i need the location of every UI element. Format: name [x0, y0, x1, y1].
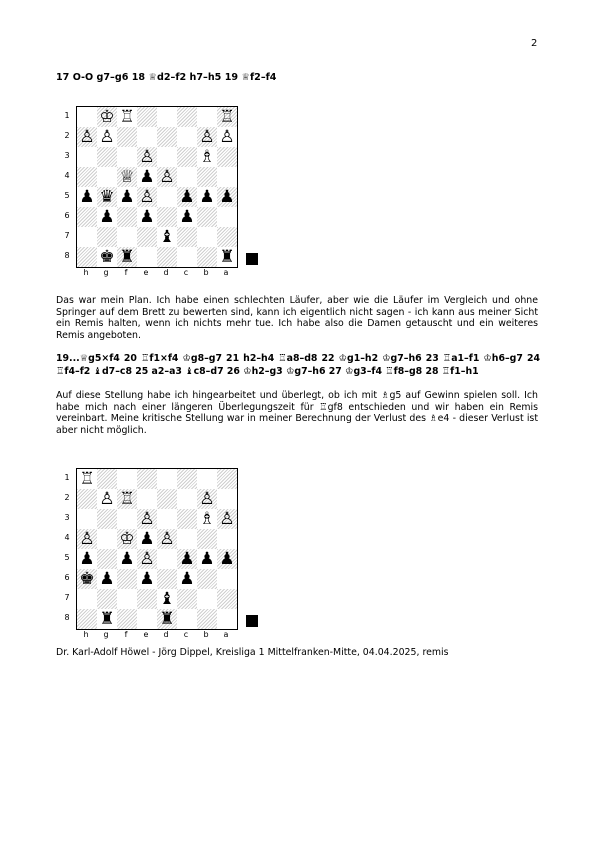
rank-label: 6 [64, 573, 70, 582]
board-square [137, 469, 157, 489]
move-sequence: 19...♕g5×f4 20 ♖f1×f4 ♔g8–g7 21 h2–h4 ♖a8–d8 22 ♔g1–h2 ♔g7–h6 23 ♖a1–f1 ♔h6–g7 24 ♖f4–f2 ♝d7–c8 25 a2–a3 ♝c8–d7 26 ♔h2–g3 ♔g7–h6 27 ♔g3–f4 ♖f8–g8 28 ♖f1–h1 [56, 353, 540, 377]
rank-label: 7 [64, 231, 70, 240]
board-square [177, 589, 197, 609]
chess-board [76, 106, 238, 268]
board-square [97, 227, 117, 247]
board-square [97, 529, 117, 549]
board-square [217, 489, 237, 509]
file-label: b [203, 630, 209, 639]
chess-piece-square: ♖ [117, 489, 137, 509]
rank-label: 3 [64, 513, 70, 522]
board-square [77, 147, 97, 167]
rank-label: 3 [64, 151, 70, 160]
board-square [77, 107, 97, 127]
board-square [197, 589, 217, 609]
board-square [217, 227, 237, 247]
board-square [197, 569, 217, 589]
board-square [117, 589, 137, 609]
board-square [197, 167, 217, 187]
chess-piece-square: ♙ [219, 127, 235, 147]
chess-piece-square: ♟ [177, 549, 197, 569]
board-square [217, 147, 237, 167]
chess-piece-square: ♜ [157, 609, 177, 629]
chess-piece-square: ♟ [79, 187, 95, 207]
board-square [137, 127, 157, 147]
board-square [217, 589, 237, 609]
board-square [77, 589, 97, 609]
chess-piece-square: ♟ [79, 549, 95, 569]
board-square [97, 509, 117, 529]
file-label: c [183, 630, 189, 639]
chess-piece-square: ♙ [77, 529, 97, 549]
board-square [177, 247, 197, 267]
chess-piece-square: ♔ [97, 107, 117, 127]
board-square [97, 167, 117, 187]
board-square [137, 489, 157, 509]
board-square [217, 609, 237, 629]
file-label: e [143, 268, 149, 277]
board-square [197, 107, 217, 127]
file-label: g [103, 268, 109, 277]
chess-piece-square: ♖ [79, 469, 95, 489]
rank-label: 5 [64, 191, 70, 200]
board-square [137, 227, 157, 247]
game-caption: Dr. Karl-Adolf Höwel - Jörg Dippel, Kreisliga 1 Mittelfranken-Mitte, 04.04.2025, remis [56, 647, 449, 658]
chess-piece-square: ♟ [199, 549, 215, 569]
board-square [157, 489, 177, 509]
board-square [157, 147, 177, 167]
chess-piece-square: ♟ [179, 207, 195, 227]
rank-label: 4 [64, 171, 70, 180]
board-square [177, 147, 197, 167]
board-square [197, 207, 217, 227]
board-square [97, 549, 117, 569]
chess-piece-square: ♙ [137, 147, 157, 167]
page-number: 2 [531, 38, 538, 49]
chess-piece-square: ♜ [219, 247, 235, 267]
board-square [117, 207, 137, 227]
file-label: b [203, 268, 209, 277]
chess-piece-square: ♚ [99, 247, 115, 267]
chess-diagram-2 [62, 466, 262, 646]
board-square [157, 569, 177, 589]
chess-piece-square: ♙ [197, 489, 217, 509]
board-square [157, 549, 177, 569]
board-square [197, 247, 217, 267]
chess-piece-square: ♟ [139, 529, 155, 549]
board-square [217, 167, 237, 187]
chess-piece-square: ♟ [139, 207, 155, 227]
chess-piece-square: ♝ [159, 589, 175, 609]
commentary-paragraph-2: Auf diese Stellung habe ich hingearbeitet und überlegt, ob ich mit ♗g5 auf Gewinn spielen soll. Ich habe mich nach einer längeren Überlegungszeit für ♖gf8 entschieden und wir haben ein Remis vereinbart. Meine kritische Stellung war in meiner Berechnung der Verlust des ♗e4 - dieser Verlust ist aber nicht möglich. [56, 390, 538, 436]
chess-board [76, 468, 238, 630]
board-square [177, 167, 197, 187]
file-label: d [163, 268, 169, 277]
rank-label: 1 [64, 111, 70, 120]
board-square [117, 609, 137, 629]
rank-label: 6 [64, 211, 70, 220]
file-label: g [103, 630, 109, 639]
board-square [157, 107, 177, 127]
board-square [117, 147, 137, 167]
chess-piece-square: ♙ [99, 127, 115, 147]
chess-piece-square: ♙ [217, 509, 237, 529]
chess-piece-square: ♛ [97, 187, 117, 207]
chess-piece-square: ♟ [217, 187, 237, 207]
file-labels [76, 630, 236, 642]
chess-piece-square: ♕ [117, 167, 137, 187]
board-square [157, 469, 177, 489]
chess-piece-square: ♟ [119, 187, 135, 207]
board-square [77, 609, 97, 629]
chess-piece-square: ♟ [99, 569, 115, 589]
board-square [177, 469, 197, 489]
rank-label: 2 [64, 493, 70, 502]
chess-diagram-1 [62, 104, 262, 284]
chess-piece-square: ♔ [117, 529, 137, 549]
file-label: a [223, 630, 229, 639]
side-to-move-marker [246, 615, 258, 627]
chess-piece-square: ♖ [217, 107, 237, 127]
board-square [197, 529, 217, 549]
rank-label: 1 [64, 473, 70, 482]
board-square [137, 107, 157, 127]
chess-piece-square: ♙ [197, 127, 217, 147]
board-square [77, 509, 97, 529]
board-square [177, 127, 197, 147]
file-label: f [124, 630, 128, 639]
board-square [177, 529, 197, 549]
file-label: h [83, 268, 89, 277]
chess-piece-square: ♖ [119, 107, 135, 127]
rank-label: 2 [64, 131, 70, 140]
file-label: c [183, 268, 189, 277]
chess-piece-square: ♟ [199, 187, 215, 207]
board-square [217, 207, 237, 227]
board-square [217, 529, 237, 549]
file-label: f [124, 268, 128, 277]
board-square [217, 569, 237, 589]
chess-piece-square: ♜ [99, 609, 115, 629]
board-square [157, 127, 177, 147]
board-square [157, 207, 177, 227]
commentary-paragraph-1: Das war mein Plan. Ich habe einen schlechten Läufer, aber wie die Läufer im Vergleich und ohne Springer auf dem Brett zu bewerten sind, kann ich eigentlich nicht sagen - ich kann aus meiner Sicht ein Remis halten, wenn ich nichts mehr tue. Ich habe also die Damen getauscht und ein weiteres Remis angeboten. [56, 295, 538, 341]
chess-piece-square: ♟ [179, 569, 195, 589]
side-to-move-marker [246, 253, 258, 265]
chess-piece-square: ♙ [137, 509, 157, 529]
chess-piece-square: ♝ [159, 227, 175, 247]
chess-piece-square: ♙ [157, 529, 177, 549]
chess-piece-square: ♟ [119, 549, 135, 569]
rank-label: 8 [64, 251, 70, 260]
board-square [77, 247, 97, 267]
board-square [117, 569, 137, 589]
board-square [157, 509, 177, 529]
rank-label: 5 [64, 553, 70, 562]
board-square [97, 589, 117, 609]
board-square [217, 469, 237, 489]
chess-piece-square: ♙ [157, 167, 177, 187]
board-square [97, 147, 117, 167]
rank-label: 7 [64, 593, 70, 602]
chess-piece-square: ♙ [77, 127, 97, 147]
chess-piece-square: ♗ [199, 509, 215, 529]
board-square [117, 227, 137, 247]
board-square [177, 227, 197, 247]
file-label: h [83, 630, 89, 639]
chess-piece-square: ♙ [99, 489, 115, 509]
board-square [157, 247, 177, 267]
game-heading: 17 O-O g7–g6 18 ♕d2–f2 h7–h5 19 ♕f2–f4 [56, 72, 277, 83]
chess-piece-square: ♙ [137, 549, 157, 569]
chess-piece-square: ♟ [99, 207, 115, 227]
chess-piece-square: ♟ [217, 549, 237, 569]
chess-piece-square: ♜ [117, 247, 137, 267]
file-label: a [223, 268, 229, 277]
board-square [117, 127, 137, 147]
board-square [197, 469, 217, 489]
chess-piece-square: ♟ [139, 569, 155, 589]
chess-piece-square: ♚ [77, 569, 97, 589]
board-square [77, 167, 97, 187]
chess-piece-square: ♙ [137, 187, 157, 207]
board-square [97, 469, 117, 489]
chess-piece-square: ♟ [177, 187, 197, 207]
board-square [177, 107, 197, 127]
board-square [177, 509, 197, 529]
board-square [177, 489, 197, 509]
file-label: d [163, 630, 169, 639]
rank-label: 4 [64, 533, 70, 542]
board-square [77, 227, 97, 247]
board-square [137, 589, 157, 609]
board-square [77, 207, 97, 227]
board-square [77, 489, 97, 509]
board-square [177, 609, 197, 629]
chess-piece-square: ♟ [139, 167, 155, 187]
board-square [197, 227, 217, 247]
chess-piece-square: ♗ [199, 147, 215, 167]
board-square [157, 187, 177, 207]
file-labels [76, 268, 236, 280]
board-square [117, 469, 137, 489]
board-square [137, 247, 157, 267]
board-square [197, 609, 217, 629]
rank-label: 8 [64, 613, 70, 622]
file-label: e [143, 630, 149, 639]
board-square [117, 509, 137, 529]
board-square [137, 609, 157, 629]
